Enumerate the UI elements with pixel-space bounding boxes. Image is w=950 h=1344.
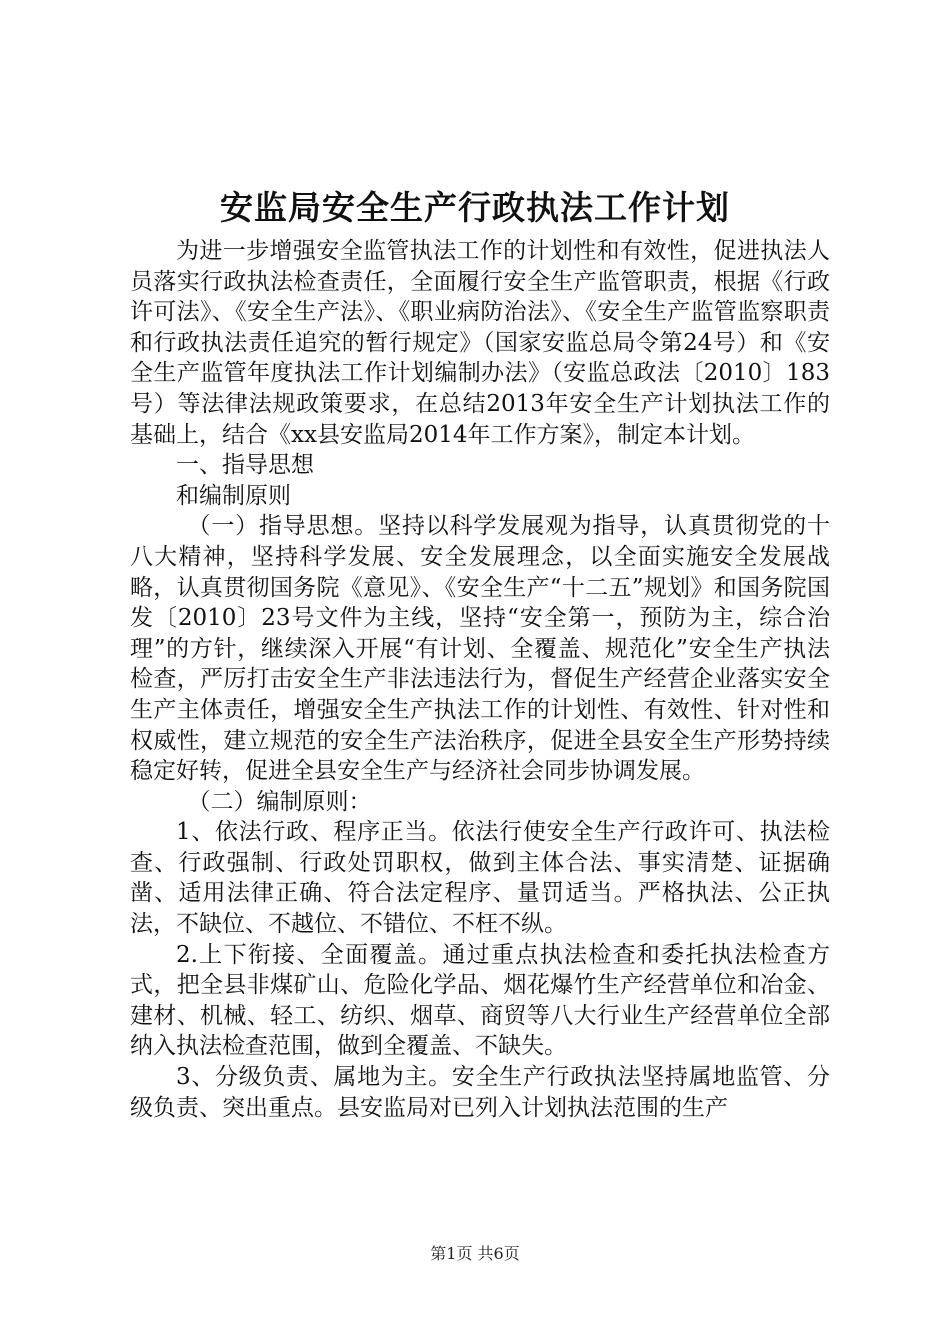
document-body [130, 236, 830, 1123]
page-title: 安监局安全生产行政执法工作计划 [220, 188, 730, 227]
section-heading: 一、指导思想 [176, 452, 314, 479]
guiding-ideology-paragraph: （一）指导思想。坚持以科学发展观为指导，认真贯彻党的十八大精神，坚持科学发展、安全发展理念，以全面实施安全发展战略，认真贯彻国务院《意见》、《安全生产“十二五”规划》和国务院国发〔2010〕23号文件为主线，坚持“安全第一，预防为主，综合治理”的方针，继续深入开展“有计划、全覆盖、规范化”安全生产执法检查，严厉打击安全生产非法违法行为，督促生产经营企业落实安全生产主体责任，增强安全生产执法工作的计划性、有效性、针对性和权威性，建立规范的安全生产法治秩序，促进全县安全生产形势持续稳定好转，促进全县安全生产与经济社会同步协调发展。 [130, 513, 830, 785]
principle-2-paragraph: 2.上下衔接、全面覆盖。通过重点执法检查和委托执法检查方式，把全县非煤矿山、危险化学品、烟花爆竹生产经营单位和冶金、建材、机械、轻工、纺织、烟草、商贸等八大行业生产经营单位全部纳入执法检查范围，做到全覆盖、不缺失。 [130, 941, 830, 1060]
intro-paragraph: 为进一步增强安全监管执法工作的计划性和有效性，促进执法人员落实行政执法检查责任，全面履行安全生产监管职责，根据《行政许可法》、《安全生产法》、《职业病防治法》、《安全生产监管监察职责和行政执法责任追究的暂行规定》（国家安监总局令第24号）和《安全生产监管年度执法工作计划编制办法》（安监总政法〔2010〕183号）等法律法规政策要求，在总结2013年安全生产计划执法工作的基础上，结合《xx县安监局2014年工作方案》，制定本计划。 [130, 238, 830, 448]
section-heading-continued: 和编制原则 [176, 482, 291, 509]
page-footer: 第1页 共6页 [430, 1244, 520, 1263]
principle-1-paragraph: 1、依法行政、程序正当。依法行使安全生产行政许可、执法检查、行政强制、行政处罚职权，做到主体合法、事实清楚、证据确凿、适用法律正确、符合法定程序、量罚适当。严格执法、公正执法，不缺位、不越位、不错位、不枉不纵。 [130, 819, 830, 938]
principle-3-paragraph: 3、分级负责、属地为主。安全生产行政执法坚持属地监管、分级负责、突出重点。县安监局对已列入计划执法范围的生产 [130, 1064, 830, 1121]
principles-heading: （二）编制原则： [187, 788, 372, 815]
